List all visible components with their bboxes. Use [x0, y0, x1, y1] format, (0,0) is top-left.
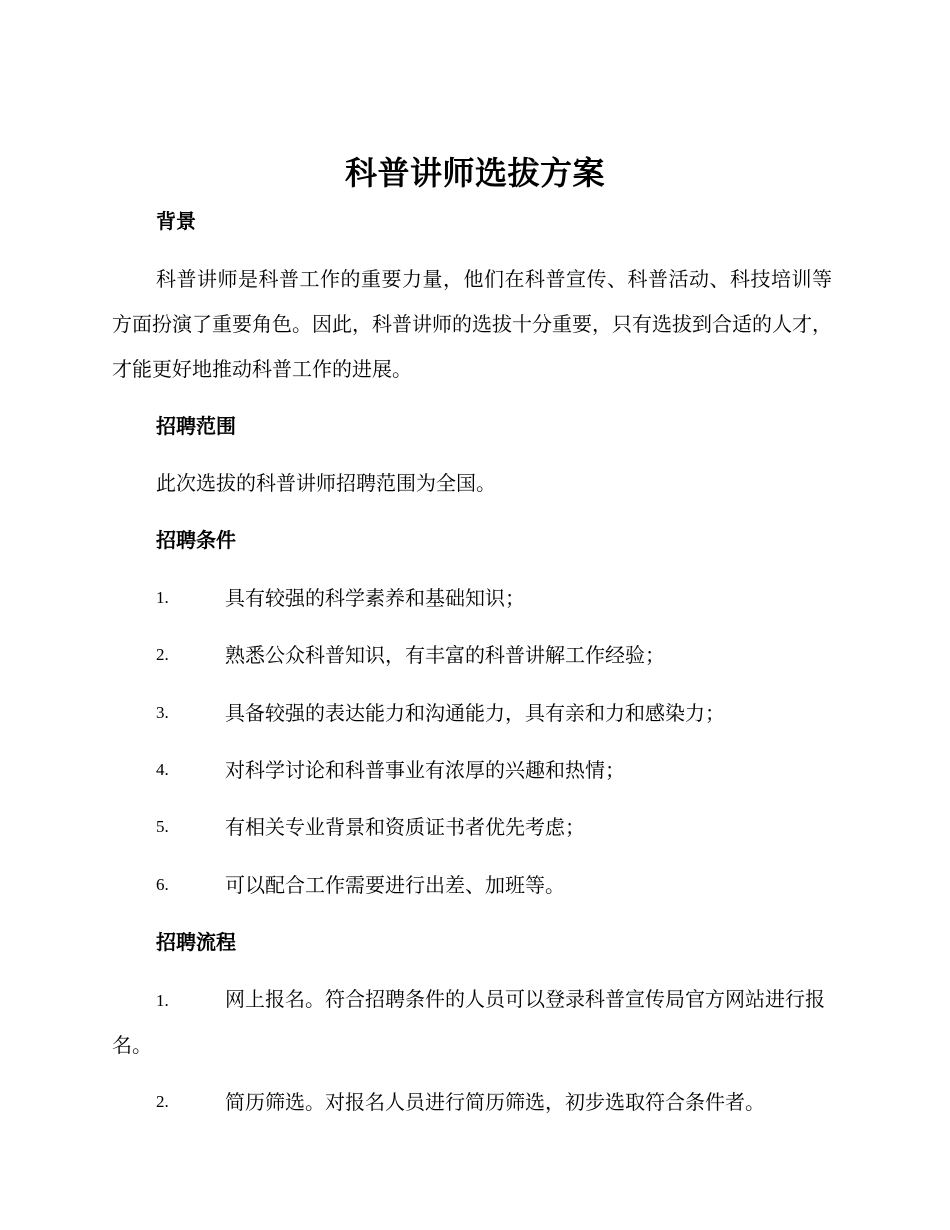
list-number: 2. [156, 1092, 169, 1111]
section-heading-process: 招聘流程 [156, 930, 236, 954]
list-item-text: 对科学讨论和科普事业有浓厚的兴趣和热情； [225, 758, 625, 782]
list-item-text: 有相关专业背景和资质证书者优先考虑； [225, 815, 585, 839]
section-heading-conditions: 招聘条件 [156, 528, 236, 552]
background-paragraph: 科普讲师是科普工作的重要力量，他们在科普宣传、科普活动、科技培训等方面扮演了重要角色。因此，科普讲师的选拔十分重要，只有选拔到合适的人才，才能更好地推动科普工作的进展。 [112, 267, 832, 381]
list-number: 5. [156, 817, 169, 836]
scope-text: 此次选拔的科普讲师招聘范围为全国。 [156, 471, 496, 495]
list-number: 4. [156, 760, 169, 779]
list-item-text: 熟悉公众科普知识，有丰富的科普讲解工作经验； [225, 643, 665, 667]
section-heading-background: 背景 [156, 209, 196, 233]
list-number: 2. [156, 645, 169, 664]
section-heading-scope: 招聘范围 [156, 414, 236, 438]
list-number: 1. [156, 991, 169, 1010]
list-item-text: 具有较强的科学素养和基础知识； [225, 586, 525, 610]
process-list-item [112, 977, 834, 1068]
list-item-text: 具备较强的表达能力和沟通能力，具有亲和力和感染力； [225, 701, 725, 725]
list-item-text: 简历筛选。对报名人员进行简历筛选，初步选取符合条件者。 [225, 1090, 765, 1114]
list-number: 6. [156, 875, 169, 894]
list-number: 3. [156, 703, 169, 722]
list-item-text: 网上报名。符合招聘条件的人员可以登录科普宣传局官方网站进行报名。 [112, 987, 825, 1057]
list-number: 1. [156, 588, 169, 607]
list-item-text: 可以配合工作需要进行出差、加班等。 [225, 873, 565, 897]
document-title: 科普讲师选拔方案 [344, 154, 605, 192]
